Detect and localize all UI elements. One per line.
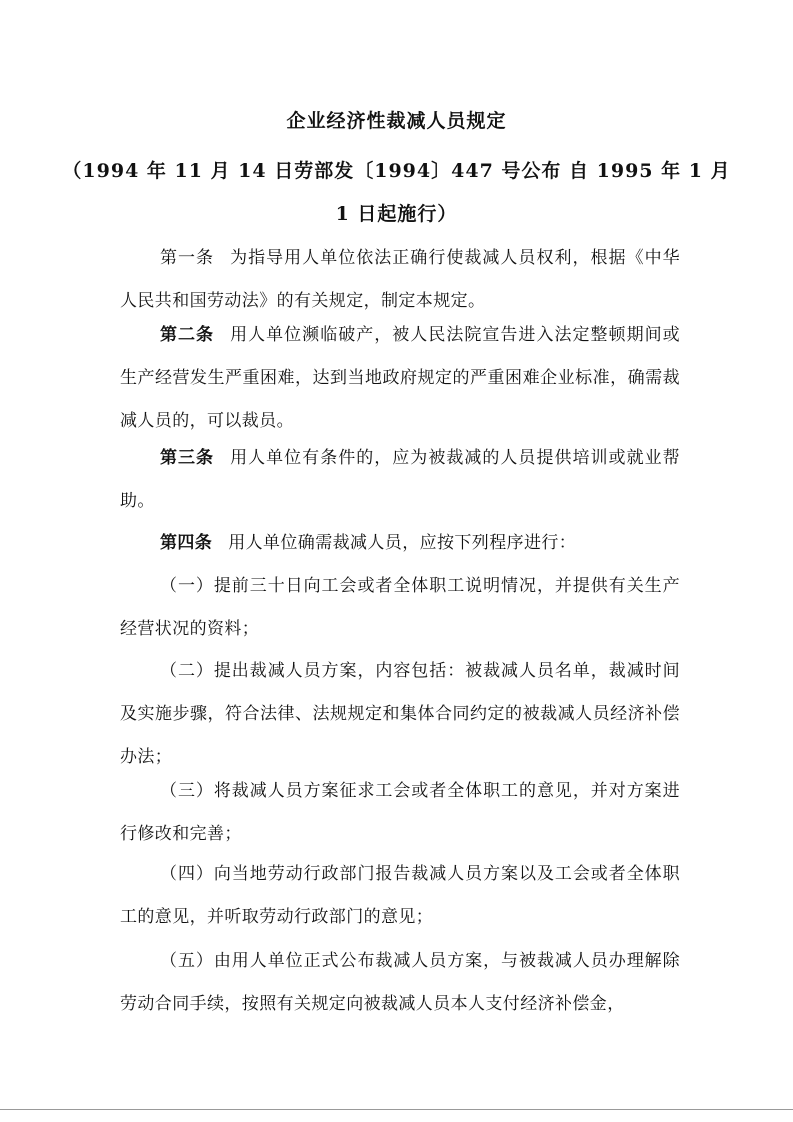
article-3-text: 用人单位有条件的，应为被裁减的人员提供培训或就业帮助。 [120, 448, 681, 511]
page-bottom-divider [0, 1109, 793, 1110]
document-subtitle-line-2: 1 日起施行） [335, 203, 458, 225]
article-4-label: 第四条 [160, 533, 213, 553]
document-title: 企业经济性裁减人员规定 [286, 110, 507, 132]
procedure-item-1: （一）提前三十日向工会或者全体职工说明情况，并提供有关生产经营状况的资料； [120, 576, 680, 639]
article-3 [120, 437, 680, 523]
article-3-label: 第三条 [160, 448, 215, 468]
article-4-text: 用人单位确需裁减人员，应按下列程序进行： [228, 533, 577, 553]
article-1-label: 第一条 [160, 248, 215, 268]
article-2-text: 用人单位濒临破产，被人民法院宣告进入法定整顿期间或生产经营发生严重困难，达到当地政府规定的严重困难企业标准，确需裁减人员的，可以裁员。 [120, 325, 681, 431]
procedure-item-3: （三）将裁减人员方案征求工会或者全体职工的意见，并对方案进行修改和完善； [120, 781, 680, 844]
procedure-item-5: （五）由用人单位正式公布裁减人员方案，与被裁减人员办理解除劳动合同手续，按照有关规定向被裁减人员本人支付经济补偿金， [120, 951, 680, 1014]
procedure-item-4: （四）向当地劳动行政部门报告裁减人员方案以及工会或者全体职工的意见，并听取劳动行政部门的意见； [120, 864, 680, 927]
article-4 [120, 522, 680, 565]
article-2-label: 第二条 [160, 325, 215, 345]
article-1-text: 为指导用人单位依法正确行使裁减人员权利，根据《中华人民共和国劳动法》的有关规定，制定本规定。 [120, 248, 681, 311]
procedure-item-2: （二）提出裁减人员方案，内容包括：被裁减人员名单，裁减时间及实施步骤，符合法律、法规规定和集体合同约定的被裁减人员经济补偿办法； [120, 661, 680, 767]
article-2 [120, 314, 680, 443]
article-1 [120, 237, 680, 323]
document-subtitle-line-1: （1994 年 11 月 14 日劳部发〔1994〕447 号公布 自 1995 年 1 月 [62, 160, 731, 182]
